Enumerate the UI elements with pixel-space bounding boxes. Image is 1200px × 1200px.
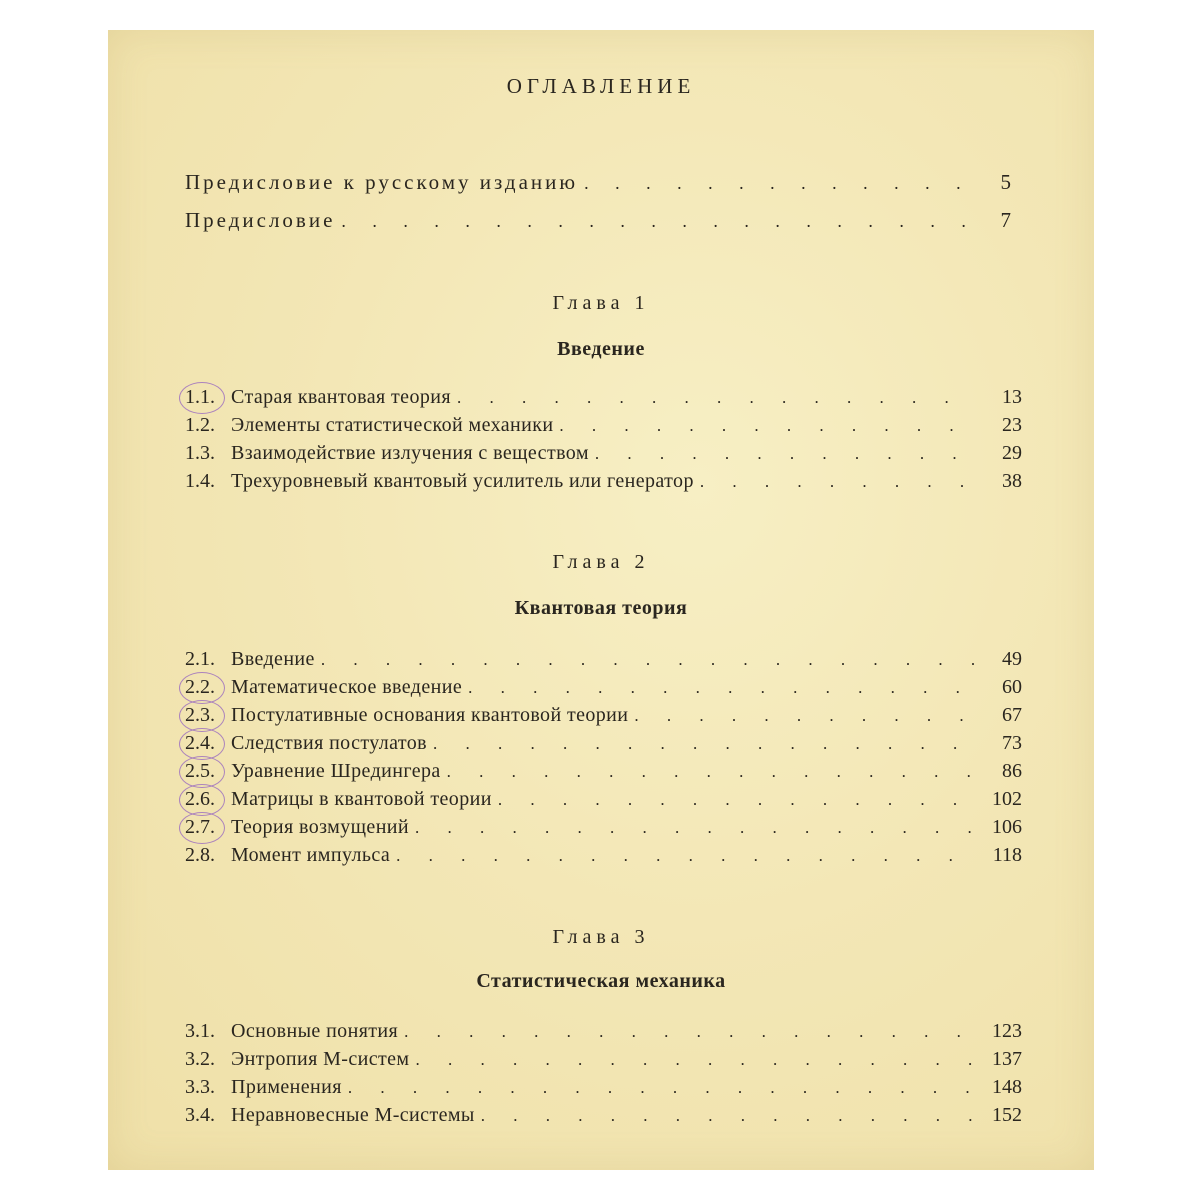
entry-page: 86 (1002, 760, 1022, 782)
entry-page: 38 (1002, 470, 1022, 492)
toc-entry (185, 760, 1022, 788)
chapter-label: Глава 1 (552, 292, 650, 314)
dot-leader (584, 173, 968, 194)
entry-label: Энтропия М-систем (231, 1048, 410, 1070)
dot-leader (468, 678, 976, 698)
chapter-label: Глава 3 (552, 926, 650, 948)
toc-entry-preface (185, 208, 1014, 238)
entry-label: Математическое введение (231, 676, 463, 698)
section-number: 2.3. (185, 704, 231, 727)
entry-page: 7 (1000, 208, 1014, 232)
entry-page: 73 (1002, 732, 1022, 754)
dot-leader (348, 1078, 976, 1098)
section-number: 2.7. (185, 816, 231, 839)
toc-entry (185, 788, 1022, 816)
chapter-label: Глава 2 (552, 551, 650, 573)
entry-label: Неравновесные М-системы (231, 1104, 475, 1126)
section-number: 1.3. (185, 442, 215, 464)
dot-leader (415, 818, 976, 838)
entry-label: Применения (231, 1076, 342, 1098)
toc-entry (185, 1104, 1022, 1132)
entry-page: 60 (1002, 676, 1022, 698)
section-number: 1.4. (185, 470, 215, 492)
entry-page: 137 (992, 1048, 1022, 1070)
dot-leader (321, 650, 976, 670)
entry-label: Теория возмущений (231, 816, 410, 838)
entry-page: 13 (1002, 386, 1022, 408)
toc-entry (185, 1048, 1022, 1076)
entry-page: 67 (1002, 704, 1022, 726)
entry-label: Взаимодействие излучения с веществом (231, 442, 589, 464)
toc-entry (185, 1020, 1022, 1048)
entry-label: Уравнение Шредингера (231, 760, 441, 782)
entry-label: Элементы статистической механики (231, 414, 554, 436)
toc-entry-preface-russian (185, 170, 1014, 200)
section-number: 2.4. (185, 732, 231, 755)
section-number: 2.6. (185, 788, 231, 811)
toc-entry (185, 648, 1022, 676)
toc-entry (185, 816, 1022, 844)
toc-page (108, 30, 1094, 1170)
entry-page: 123 (992, 1020, 1022, 1042)
toc-entry (185, 386, 1022, 414)
section-number: 2.5. (185, 760, 231, 783)
section-number: 1.2. (185, 414, 215, 436)
dot-leader (700, 472, 976, 492)
chapter-title: Квантовая теория (514, 597, 688, 619)
toc-entry (185, 1076, 1022, 1104)
entry-page: 102 (992, 788, 1022, 810)
toc-entry (185, 470, 1022, 498)
dot-leader (481, 1106, 976, 1126)
section-number: 2.2. (185, 676, 231, 699)
toc-entry (185, 414, 1022, 442)
chapter-title: Введение (557, 338, 645, 360)
toc-entry (185, 732, 1022, 760)
entry-label: Трехуровневый квантовый усилитель или генератор (231, 470, 694, 492)
dot-leader (595, 444, 976, 464)
chapter-title: Статистическая механика (476, 970, 726, 992)
dot-leader (559, 416, 976, 436)
section-number: 3.2. (185, 1048, 215, 1070)
dot-leader (341, 211, 968, 232)
entry-label: Предисловие к русскому изданию (185, 170, 579, 194)
entry-page: 148 (992, 1076, 1022, 1098)
section-number: 1.1. (185, 386, 231, 409)
entry-label: Следствия постулатов (231, 732, 428, 754)
entry-label: Момент импульса (231, 844, 391, 866)
toc-entry (185, 704, 1022, 732)
entry-label: Предисловие (185, 208, 336, 232)
entry-label: Введение (231, 648, 315, 670)
entry-page: 29 (1002, 442, 1022, 464)
entry-page: 5 (1000, 170, 1014, 194)
toc-entry (185, 844, 1022, 872)
dot-leader (404, 1022, 976, 1042)
section-number: 3.1. (185, 1020, 215, 1042)
entry-page: 49 (1002, 648, 1022, 670)
entry-page: 23 (1002, 414, 1022, 436)
toc-entry (185, 676, 1022, 704)
entry-page: 118 (992, 844, 1022, 866)
page-title: ОГЛАВЛЕНИЕ (506, 74, 696, 98)
dot-leader (396, 846, 976, 866)
dot-leader (498, 790, 976, 810)
section-number: 2.8. (185, 844, 215, 866)
section-number: 3.3. (185, 1076, 215, 1098)
entry-page: 152 (992, 1104, 1022, 1126)
entry-label: Основные понятия (231, 1020, 399, 1042)
section-number: 2.1. (185, 648, 215, 670)
dot-leader (457, 388, 976, 408)
entry-label: Старая квантовая теория (231, 386, 451, 408)
dot-leader (634, 706, 976, 726)
dot-leader (433, 734, 976, 754)
toc-entry (185, 442, 1022, 470)
section-number: 3.4. (185, 1104, 215, 1126)
entry-label: Постулативные основания квантовой теории (231, 704, 629, 726)
entry-label: Матрицы в квантовой теории (231, 788, 492, 810)
dot-leader (447, 762, 976, 782)
entry-page: 106 (992, 816, 1022, 838)
dot-leader (415, 1050, 976, 1070)
